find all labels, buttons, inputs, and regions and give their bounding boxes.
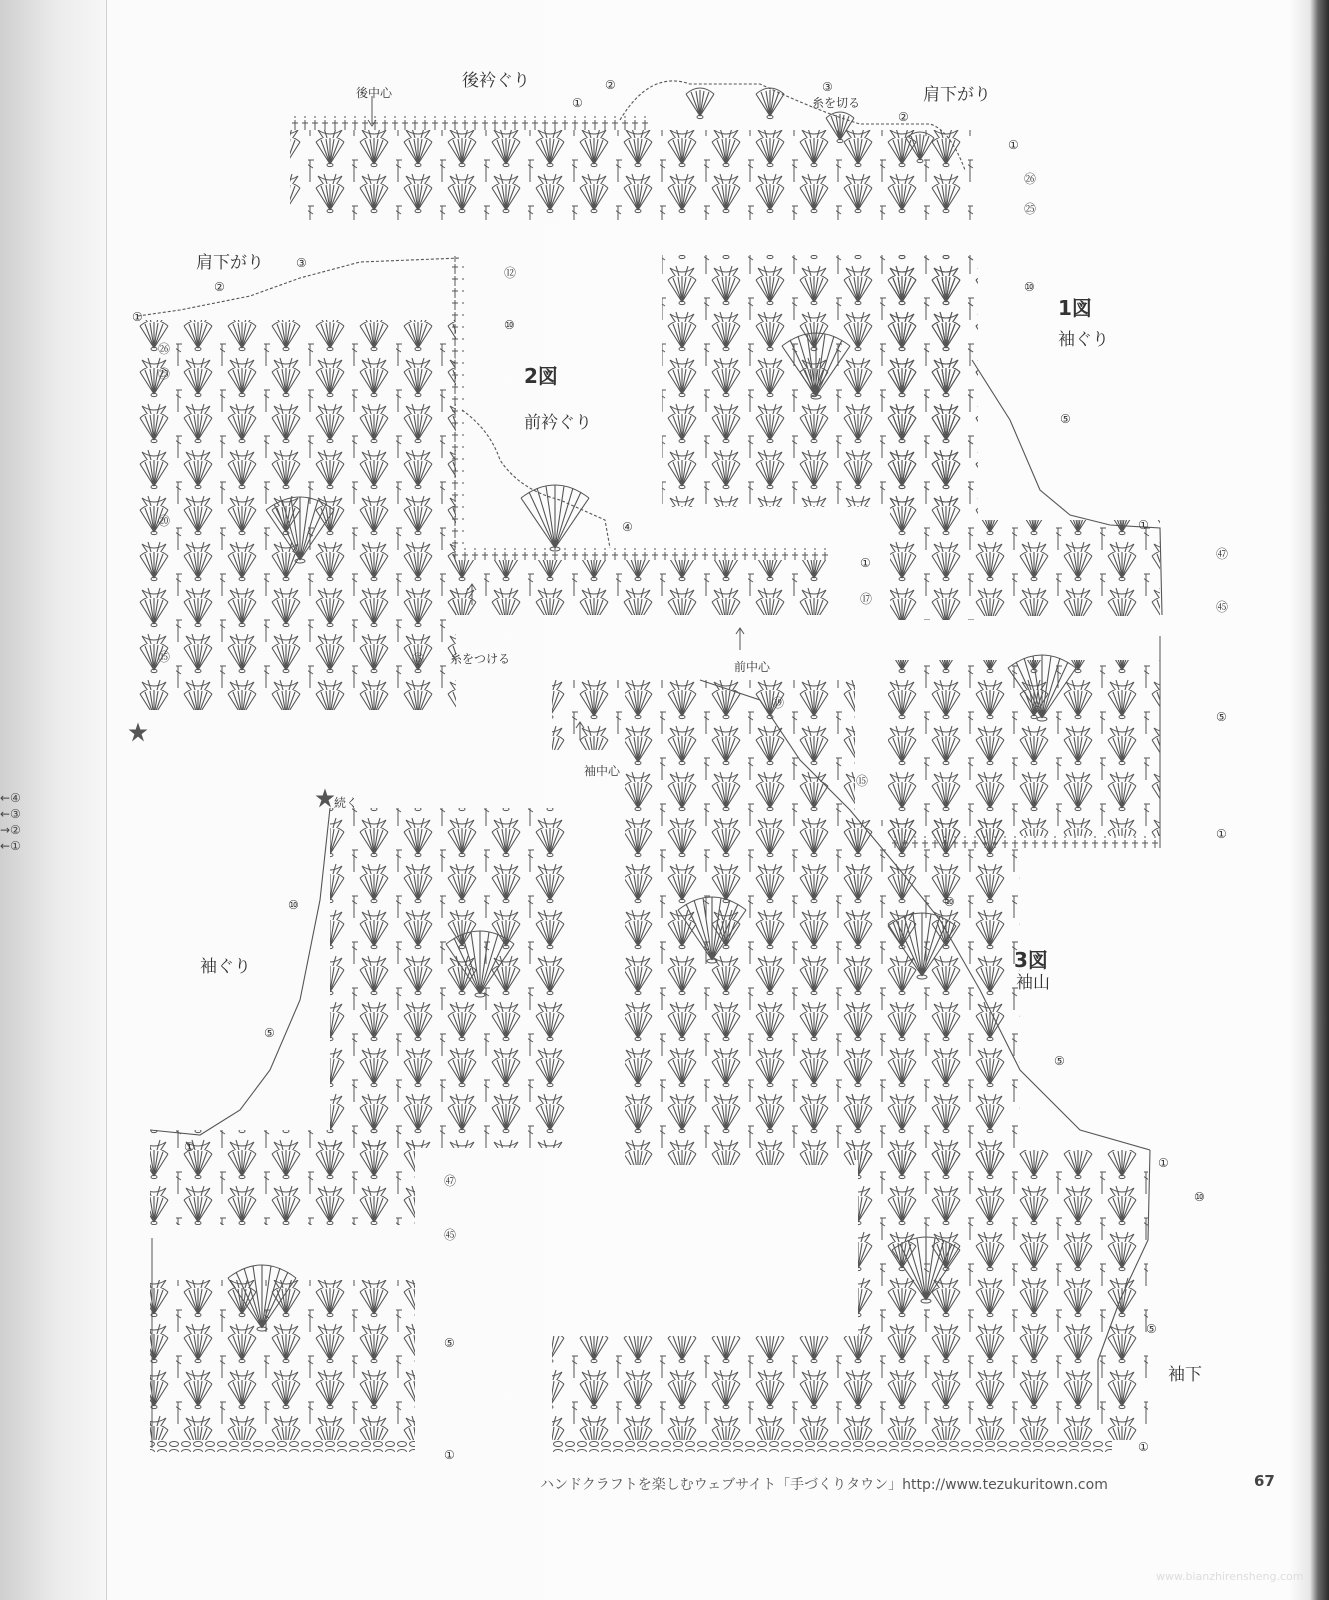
armhole-label-left: 袖ぐり (200, 957, 251, 977)
back-neckline-section (290, 81, 973, 220)
armhole-left-section (150, 808, 570, 1452)
sleeve-cap-label: 袖山 (1016, 973, 1050, 993)
row-label: ㉖ (1024, 172, 1037, 186)
row-label: ⑤ (1146, 1322, 1157, 1336)
row-label: ㊼ (1216, 547, 1229, 561)
row-label: ⑤ (1054, 1054, 1065, 1068)
row-label: ① (572, 96, 583, 110)
row-label: ⑤ (264, 1026, 275, 1040)
row-label: ① (1138, 1440, 1149, 1454)
shoulder-slope-label-left: 肩下がり (196, 253, 264, 273)
row-label: ⑤ (444, 1336, 455, 1350)
row-label: ⑩ (504, 318, 515, 332)
row-label: ⑤ (1216, 710, 1227, 724)
margin-mark: ←③ (0, 807, 21, 821)
row-label: ⑰ (860, 592, 873, 606)
margin-mark: ←④ (0, 791, 21, 805)
row-label: ① (444, 1448, 455, 1462)
cut-yarn-label: 糸を切る (812, 96, 861, 110)
row-label: ① (1158, 1156, 1169, 1170)
row-label: ⑩ (944, 895, 955, 909)
shoulder-slope-label-right: 肩下がり (923, 85, 991, 105)
row-label: ⑮ (412, 652, 425, 666)
row-label: ① (860, 556, 871, 570)
figure-2-title: 2図 (524, 364, 558, 388)
row-label: ㉖ (158, 342, 171, 356)
back-neckline-label: 後衿ぐり (462, 71, 530, 91)
figure-1-title: 1図 (1058, 296, 1092, 320)
page-number: 67 (1254, 1472, 1275, 1490)
figure-3-title: 3図 (1014, 948, 1048, 972)
row-label: ⑩ (1194, 1190, 1205, 1204)
row-label: ① (184, 1140, 195, 1154)
sleeve-center-label: 袖中心 (584, 764, 621, 778)
row-label: ㊺ (1216, 600, 1229, 614)
row-label: ③ (296, 256, 307, 270)
underarm-label: 袖下 (1168, 1365, 1202, 1385)
row-label: ① (1008, 138, 1019, 152)
row-label: ② (605, 78, 616, 92)
row-label: ② (214, 280, 225, 294)
row-label: ① (1216, 827, 1227, 841)
margin-mark: →② (0, 823, 21, 837)
page-footer: ハンドクラフトを楽しむウェブサイト「手づくりタウン」http://www.tezukuritown.com (540, 1477, 1108, 1493)
front-center-label: 前中心 (734, 660, 771, 674)
front-neckline-label: 前衿ぐり (524, 413, 592, 433)
row-label: ⑫ (504, 266, 517, 280)
row-label: ② (898, 110, 909, 124)
row-label: ⑩ (1024, 280, 1035, 294)
margin-mark: ←① (0, 839, 21, 853)
attach-yarn-label: 糸をつける (450, 652, 511, 666)
continue-label: 続く (334, 796, 359, 810)
watermark: www.bianzhirensheng.com (1156, 1570, 1304, 1583)
row-label: ㉕ (158, 367, 171, 381)
row-label: ⑩ (288, 898, 299, 912)
row-label: ⑮ (158, 650, 171, 664)
facing-page-marks (0, 790, 21, 854)
row-label: ⑤ (1060, 412, 1071, 426)
row-label: ⑳ (158, 514, 171, 528)
row-label: ⑲ (772, 696, 785, 710)
row-label: ㊼ (444, 1174, 457, 1188)
row-label: ㊺ (444, 1228, 457, 1242)
row-label: ㉕ (1024, 202, 1037, 216)
back-center-label: 後中心 (356, 86, 393, 100)
row-label: ③ (822, 80, 833, 94)
row-label: ④ (622, 520, 633, 534)
armhole-label-right: 袖ぐり (1058, 330, 1109, 350)
row-label: ⑮ (856, 774, 869, 788)
row-label: ① (1138, 518, 1149, 532)
row-label: ① (132, 310, 143, 324)
